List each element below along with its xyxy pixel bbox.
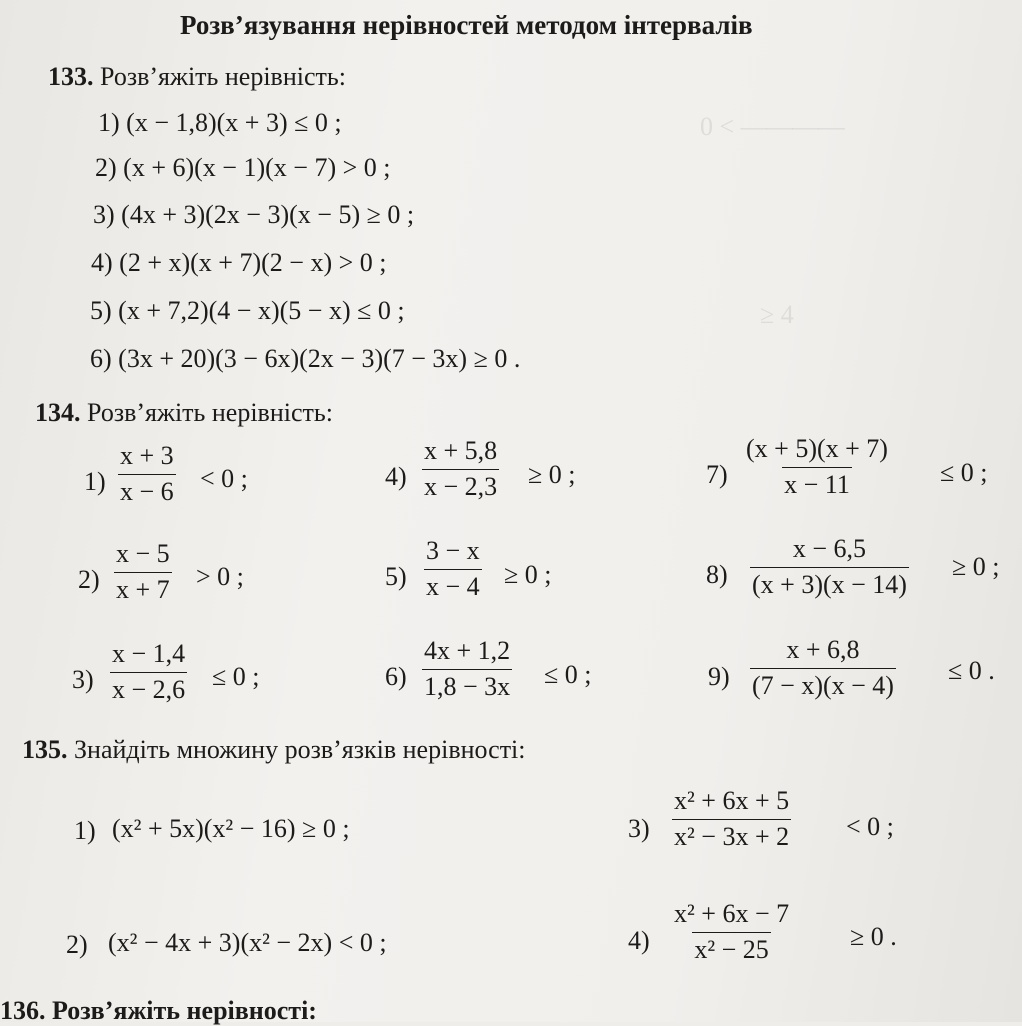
p134-relation-8: ≥ 0 ; bbox=[952, 552, 1000, 581]
problem-number: 134. bbox=[35, 398, 81, 427]
p134-label-5: 5) bbox=[385, 562, 407, 591]
p135-relation-4: ≥ 0 . bbox=[850, 922, 897, 951]
problem-133-heading bbox=[48, 62, 346, 92]
p133-item-1: 1) (x − 1,8)(x + 3) ≤ 0 ; bbox=[98, 108, 342, 137]
p134-fraction-7 bbox=[744, 435, 890, 499]
problem-135-heading bbox=[22, 735, 526, 765]
p134-relation-6: ≤ 0 ; bbox=[544, 660, 592, 689]
p133-item-6: 6) (3x + 20)(3 − 6x)(2x − 3)(7 − 3x) ≥ 0 . bbox=[90, 344, 521, 373]
numerator: (x + 5)(x + 7) bbox=[746, 434, 888, 463]
p134-relation-3: ≤ 0 ; bbox=[212, 662, 260, 691]
denominator: x − 2,6 bbox=[110, 672, 187, 705]
p134-fraction-6 bbox=[422, 637, 512, 701]
p134-fraction-9 bbox=[750, 636, 896, 700]
problem-instruction: Розв’яжіть нерівність: bbox=[87, 398, 333, 427]
denominator: x − 6 bbox=[118, 474, 176, 507]
numerator: x + 5,8 bbox=[424, 436, 498, 465]
p135-relation-3: < 0 ; bbox=[846, 812, 894, 841]
p133-item-4: 4) (2 + x)(x + 7)(2 − x) > 0 ; bbox=[91, 248, 387, 277]
bleed-through-text: 0 < ———— bbox=[700, 112, 845, 141]
denominator: x² − 25 bbox=[692, 932, 770, 965]
denominator: x² − 3x + 2 bbox=[672, 819, 791, 852]
bleed-through-text: ≥ 4 bbox=[760, 300, 794, 329]
p135-expression-1: (x² + 5x)(x² − 16) ≥ 0 ; bbox=[112, 814, 350, 843]
p134-label-1: 1) bbox=[84, 467, 106, 496]
denominator: 1,8 − 3x bbox=[422, 669, 512, 702]
p134-fraction-1 bbox=[118, 442, 176, 506]
p134-label-4: 4) bbox=[385, 462, 407, 491]
p135-fraction-3 bbox=[672, 787, 791, 851]
page-title: Розв’язування нерівностей методом інтервалів bbox=[180, 10, 753, 40]
p134-relation-9: ≤ 0 . bbox=[948, 656, 995, 685]
p134-label-3: 3) bbox=[72, 665, 94, 694]
numerator: x + 6,8 bbox=[786, 635, 860, 664]
p135-expression-2: (x² − 4x + 3)(x² − 2x) < 0 ; bbox=[108, 928, 387, 957]
p134-fraction-2 bbox=[114, 540, 172, 604]
p135-fraction-4 bbox=[672, 900, 791, 964]
p134-fraction-4 bbox=[422, 437, 499, 501]
p134-fraction-3 bbox=[110, 640, 187, 704]
p134-label-8: 8) bbox=[706, 560, 728, 589]
problem-number: 133. bbox=[48, 62, 94, 91]
denominator: (x + 3)(x − 14) bbox=[750, 567, 909, 600]
p135-label-2: 2) bbox=[66, 930, 88, 959]
numerator: x − 5 bbox=[116, 539, 170, 568]
p133-item-5: 5) (x + 7,2)(4 − x)(5 − x) ≤ 0 ; bbox=[90, 296, 405, 325]
p134-relation-4: ≥ 0 ; bbox=[528, 460, 576, 489]
p134-label-6: 6) bbox=[385, 662, 407, 691]
p134-relation-7: ≤ 0 ; bbox=[940, 458, 988, 487]
p135-label-4: 4) bbox=[628, 926, 650, 955]
p134-label-2: 2) bbox=[78, 565, 100, 594]
problem-instruction: Розв’яжіть нерівність: bbox=[100, 62, 346, 91]
numerator: x² + 6x − 7 bbox=[674, 899, 790, 928]
numerator: x + 3 bbox=[120, 441, 174, 470]
p135-label-3: 3) bbox=[628, 814, 650, 843]
denominator: x − 4 bbox=[424, 569, 482, 602]
numerator: x² + 6x + 5 bbox=[674, 786, 790, 815]
problem-136-cut-off: 136. Розв’яжіть нерівності: bbox=[0, 996, 317, 1025]
denominator: x − 2,3 bbox=[422, 469, 499, 502]
p133-item-2: 2) (x + 6)(x − 1)(x − 7) > 0 ; bbox=[95, 153, 391, 182]
p134-relation-2: > 0 ; bbox=[196, 562, 244, 591]
denominator: (7 − x)(x − 4) bbox=[750, 668, 896, 701]
p134-fraction-5 bbox=[424, 537, 482, 601]
numerator: x − 1,4 bbox=[112, 639, 186, 668]
problem-instruction: Знайдіть множину розв’язків нерівності: bbox=[74, 735, 526, 764]
p134-label-7: 7) bbox=[706, 460, 728, 489]
denominator: x + 7 bbox=[114, 572, 172, 605]
numerator: 4x + 1,2 bbox=[424, 636, 511, 665]
p133-item-3: 3) (4x + 3)(2x − 3)(x − 5) ≥ 0 ; bbox=[93, 200, 415, 229]
problem-number: 135. bbox=[22, 735, 68, 764]
p134-fraction-8 bbox=[750, 535, 909, 599]
numerator: 3 − x bbox=[426, 536, 480, 565]
problem-134-heading bbox=[35, 398, 333, 428]
p134-relation-5: ≥ 0 ; bbox=[504, 560, 552, 589]
denominator: x − 11 bbox=[782, 467, 852, 500]
numerator: x − 6,5 bbox=[792, 534, 867, 563]
p134-label-9: 9) bbox=[708, 662, 730, 691]
p134-relation-1: < 0 ; bbox=[200, 464, 248, 493]
p135-label-1: 1) bbox=[74, 816, 96, 845]
